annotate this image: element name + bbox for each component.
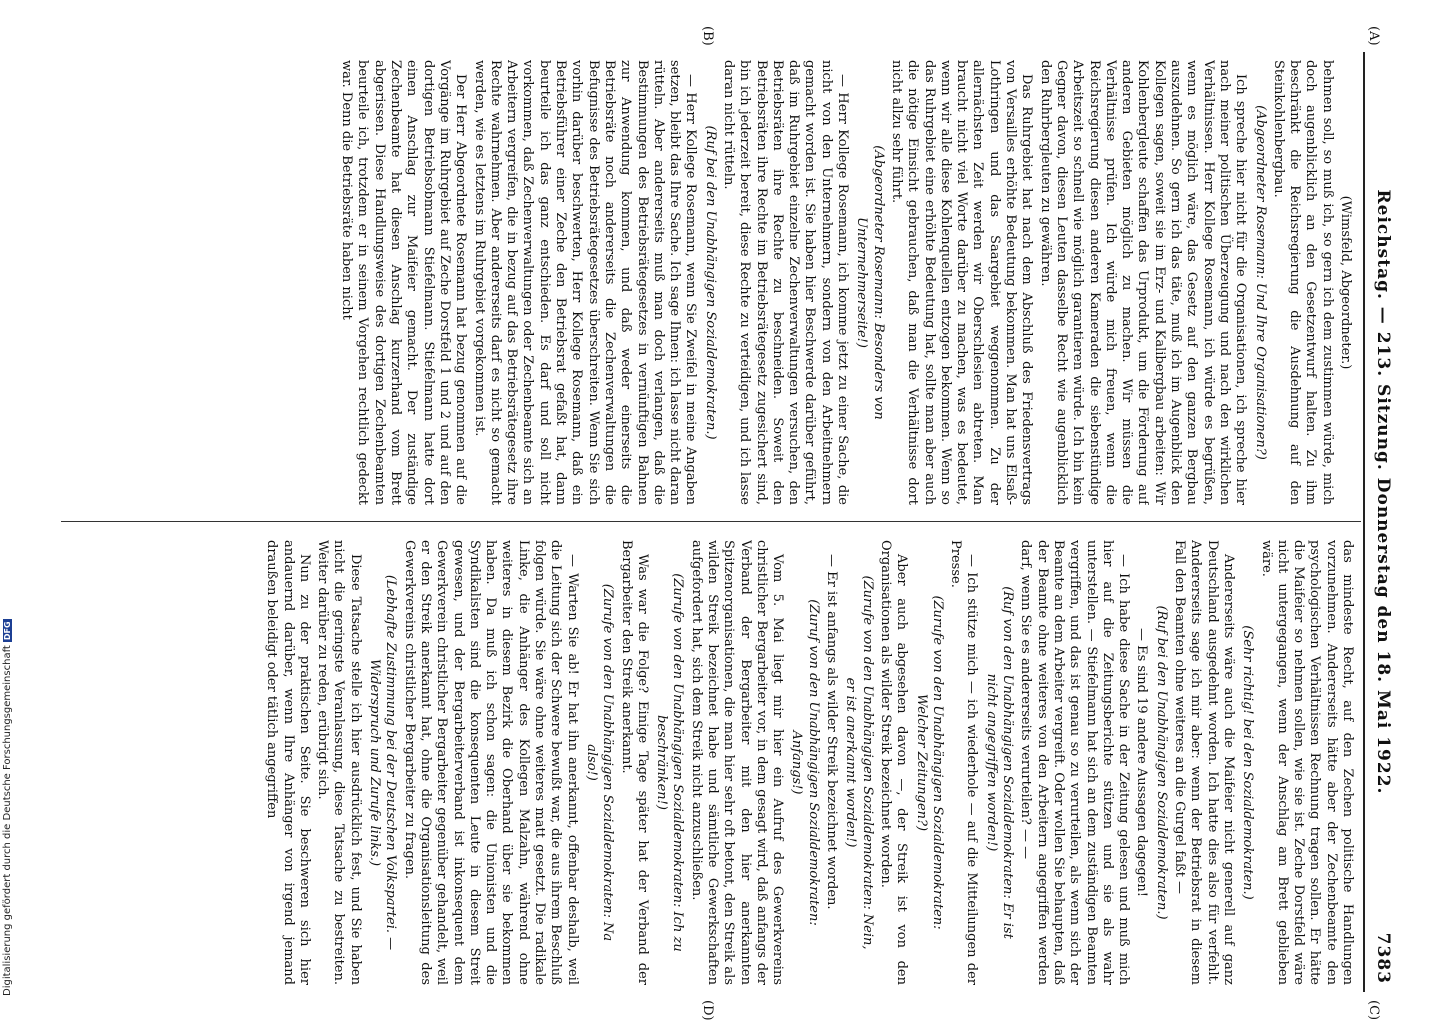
paragraph: Diese Tatsache stelle ich hier ausdrücklich fest, und Sie haben nicht die geringste Veranlassung, diese Tatsache zu bestreiten. Weiter darüber zu reden, erübrigt sich.	[315, 540, 363, 985]
paragraph: das mindeste Recht, auf den Zechen politische Handlungen vorzunehmen. Andererseits hätte aber der Zechenbeamte den psychologischen Verhältnissen Rechnung tragen sollen. Er hätte die Maifeier so nehmen sollen, wie sie ist. Zeche Dorstfeld wäre nicht untergegangen, wenn der Anschlag am Brett geblieben wäre.	[1258, 540, 1355, 985]
interjection: (Lebhafte Zustimmung bei der Deutschen Volkspartei. — Widerspruch und Zurufe links.)	[367, 574, 399, 951]
interjection: (Sehr richtig! bei den Sozialdemokraten.)	[1240, 625, 1256, 900]
interjection: (Abgeordneter Rosemann: Besonders von Unternehmerseite!)	[854, 145, 886, 420]
paragraph: Nun zu der praktischen Seite. Sie beschweren sich hier andauernd darüber, wenn Ihre Anhänger von irgend jemand draußen beleidigt oder tätlich angegriffen	[264, 540, 312, 985]
page-title: Reichstag. — 213. Sitzung. Donnerstag den 18. Mai 1922.	[1373, 189, 1393, 795]
interjection: (Zurufe von den Unabhängigen Sozialdemokraten: Na also!)	[583, 583, 616, 942]
margin-letter-c: (C)	[1366, 1000, 1381, 1021]
page-header	[1361, 52, 1395, 992]
paragraph: — Ich stütze mich — ich wiederhole — auf die Mitteilungen der Presse.	[948, 540, 980, 985]
paragraph: Der Herr Abgeordnete Rosemann hat bezug genommen auf die Vorgänge im Ruhrgebiet auf Zeche Dorstfeld 1 und 2 und auf den dortigen Betriebsobmann Stiefelmann. Stiefelmann hatte dort einen Anschlag zur Maifeier gemacht. Der zuständige Zechenbeamte hat diesen Anschlag kurzerhand vom Brett abgerissen. Diese Handlungsweise des dortigen Zechenbeamten beurteile ich, trotzdem er in seinem Vorgehen rechtlich gedeckt war. Denn die Betriebsräte haben nicht	[339, 60, 469, 505]
interjection: (Ruf bei den Unabhängigen Sozialdemokraten.)	[1153, 605, 1169, 920]
paragraph: Aber auch abgesehen davon —, der Streik ist von den Organisationen als wilder Streik bezeichnet worden.	[877, 540, 910, 985]
paragraph: — Herr Kollege Rosemann, wenn Sie Zweifel in meine Angaben setzen, bleibt das Ihre Sache. Ich sage Ihnen: ich lasse nicht daran rütteln. Aber andererseits muß man doch verlangen, daß die Bestimmungen des Betriebsrätegesetzes in vernünftigen Bahnen zur Anwendung kommen, und daß weder einerseits die Betriebsräte noch andererseits die Zechenverwaltungen die Befugnisse des Betriebsrätegesetzes überschreiten. Wenn Sie sich vorhin darüber beschwerten, Herr Kollege Rosemann, daß ein Betriebsführer einer Zeche den Betriebsrat gefaßt hat, dann beurteile ich das ganz entschieden. Es darf und soll nicht vorkommen, daß Zechenverwaltungen oder Zechenbeamte sich an Arbeitern vergreifen, die in bezug auf das Betriebsrätegesetz ihre Rechte wahrnehmen. Aber andererseits darf es nicht so gemacht werden, wie es letztens im Ruhrgebiet vorgekommen ist.	[471, 60, 699, 505]
paragraph: — Ich habe diese Sache in der Zeitung gelesen und muß mich hier auf die Zeitungsberichte stützen und sie als wahr unterstellen. — Stiefelmann hat sich an dem zuständigen Beamten vergriffen, und das ist genau so zu verurteilen, als wenn sich der Beamte an dem Arbeiter vergreift. Oder wollen Sie behaupten, daß der Beamte ohne weiteres von den Arbeitern angegriffen werden darf, wenn Sie es andererseits verurteilen? — —	[1018, 540, 1132, 985]
interjection: (Zuruf von den Unabhängigen Sozialdemokraten: Anfangs!)	[789, 599, 821, 926]
paragraph: Andererseits wäre auch die Maifeier nicht generell auf ganz Deutschland ausgedehnt worden. Ich hatte dies also für verfehlt. Andererseits sage ich mir aber: wenn der Betriebsrat in diesem Fall den Beamten ohne weiteres an die Gurgel faßt —	[1172, 540, 1236, 985]
left-column	[65, 60, 1355, 505]
paragraph: behmen soll, so muß ich, so gern ich dem zustimmen würde, mich doch augenblicklich an den Gesetzentwurf halten. Zu ihm beschränkt die Reichsregierung die Ausdehnung auf den Steinkohlenbergbau.	[1270, 60, 1335, 505]
page-number: 7383	[1373, 932, 1393, 984]
paragraph: Ich spreche hier nicht für die Organisationen, ich spreche hier nach meiner politischen Überzeugung und nach den wirklichen Verhältnissen. Herr Kollege Rosemann, ich würde es begrüßen, wenn es möglich wäre, das Gesetz auf den ganzen Bergbau auszudehnen. So gern ich das täte, muß ich im Augenblick den Kollegen sagen, soweit sie im Erz- und Kalibergbau arbeiten: Wir Kohlenbergleute schaffen das Urprodukt, um die Förderung auf anderen Gebieten möglich zu machen. Wir müssen die Verhältnisse prüfen. Ich würde mich freuen, wenn die Reichsregierung diesen anderen Kameraden die siebenstündige Arbeitszeit so schnell wie möglich garantieren würde. Ich bin kein Gegner davon, diesen Leuten dasselbe Recht wie augenblicklich den Ruhrbergleuten zu gewähren.	[1037, 60, 1249, 505]
document-page	[55, 26, 1395, 1021]
header-rule	[1363, 52, 1365, 992]
interjection: (Zurufe von den Unabhängigen Sozialdemokraten: Nein, er ist anerkannt worden!)	[843, 575, 875, 950]
paragraph: — Er ist anfangs als wilder Streik bezeichnet worden.	[824, 554, 840, 910]
interjection: (Ruf von den Unabhängigen Sozialdemokraten: Er ist nicht angegriffen worden!)	[983, 586, 1016, 939]
right-column	[65, 540, 1355, 985]
dfg-logo: DFG	[3, 621, 12, 641]
margin-letter-d: (D)	[700, 1000, 715, 1021]
paragraph: Das Ruhrgebiet hat nach dem Abschluß des Friedensvertrags von Versailles erhöhte Bedeutung bekommen. Man hat uns Elsaß-Lothringen und das Saargebiet weggenommen. Zu der allernächsten Zeit werden wir Oberschlesien abtreten. Man braucht nicht viel Worte darüber zu machen, was es bedeutet, wenn wir alle diese Kohlenquellen entzogen bekommen. Wenn so das Ruhrgebiet eine erhöhte Bedeutung hat, sollte man aber auch die nötige Einsicht gebrauchen, daß man die Verhältnisse dort nicht allzu sehr führt.	[888, 60, 1035, 505]
paragraph: — Warten Sie ab! Er hat ihn anerkannt, offenbar deshalb, weil die Leitung sich der Schwere bewußt war, die aus ihrem Beschluß folgen würde. Sie wäre ohne weiteres matt gesetzt. Die radikale Linke, die Anhänger des Kollegen Malzahn, während ohne weiteres in diesem Bezirk die Oberhand über sie bekommen haben. Da muß ich schon sagen: die Unionisten und die Syndikalisten sind die konsequenten Leute in diesem Streit gewesen, und der Bergarbeiterverband ist inkonsequent dem Gewerkverein christlicher Bergarbeiter gegenüber gehandelt, weil er den Streik anerkannt hat, ohne die Organisationsleitung des Gewerkvereins christlicher Bergarbeiter zu fragen.	[401, 540, 580, 985]
paragraph: — Herr Kollege Rosemann, ich komme jetzt zu einer Sache, die nicht von den Unternehmern, sondern von den Arbeitnehmern gemacht worden ist. Sie haben hier Beschwerde darüber geführt, daß im Ruhrgebiet einzelne Zechenverwaltungen versuchen, den Betriebsräten ihre Rechte zu beschneiden. Soweit den Betriebsräten ihre Rechte im Betriebsrätegesetz zugesichert sind, bin ich jederzeit bereit, diese Rechte zu verteidigen, und ich lasse daran nicht rütteln.	[721, 60, 851, 505]
interjection: (Abgeordneter Rosemann: Und Ihre Organisationen?)	[1252, 105, 1268, 460]
dfg-funding-text: Digitalisierung gefördert durch die Deutsche Forschungsgemeinschaft	[2, 645, 13, 996]
interjection: (Zurufe von den Unabhängigen Sozialdemokraten: Welcher Zeitungen?)	[913, 595, 945, 930]
speaker-line: (Wimsfeld, Abgeordneter.)	[1338, 195, 1353, 370]
interjection: (Ruf bei den Unabhängigen Sozialdemokraten.)	[702, 125, 718, 440]
column-divider	[61, 521, 1361, 522]
margin-letter-a: (A)	[1366, 26, 1381, 46]
interjection: (Zurufe von den Unabhängigen Sozialdemokraten: Ich zu beschränken!)	[654, 573, 686, 952]
paragraph: Was war die Folge? Einige Tage später hat der Verband der Bergarbeiter den Streik anerkannt.	[618, 540, 650, 985]
paragraph: — Es sind 19 andere Aussagen dagegen!	[1134, 627, 1150, 897]
dfg-funding-note	[2, 619, 13, 996]
paragraph: Vom 5. Mai liegt mir hier ein Aufruf des Gewerkvereins christlicher Bergarbeiter vor, in dem gesagt wird, daß anfangs der Verband der Bergarbeiter mit den hier anerkannten Spitzenorganisationen, die man hier sehr oft betont, den Streik als wilden Streik bezeichnet habe und sämtliche Gewerkschaften aufgefordert hat, sich dem Streik nicht anzuschließen.	[688, 540, 786, 985]
margin-letter-b: (B)	[700, 26, 715, 46]
